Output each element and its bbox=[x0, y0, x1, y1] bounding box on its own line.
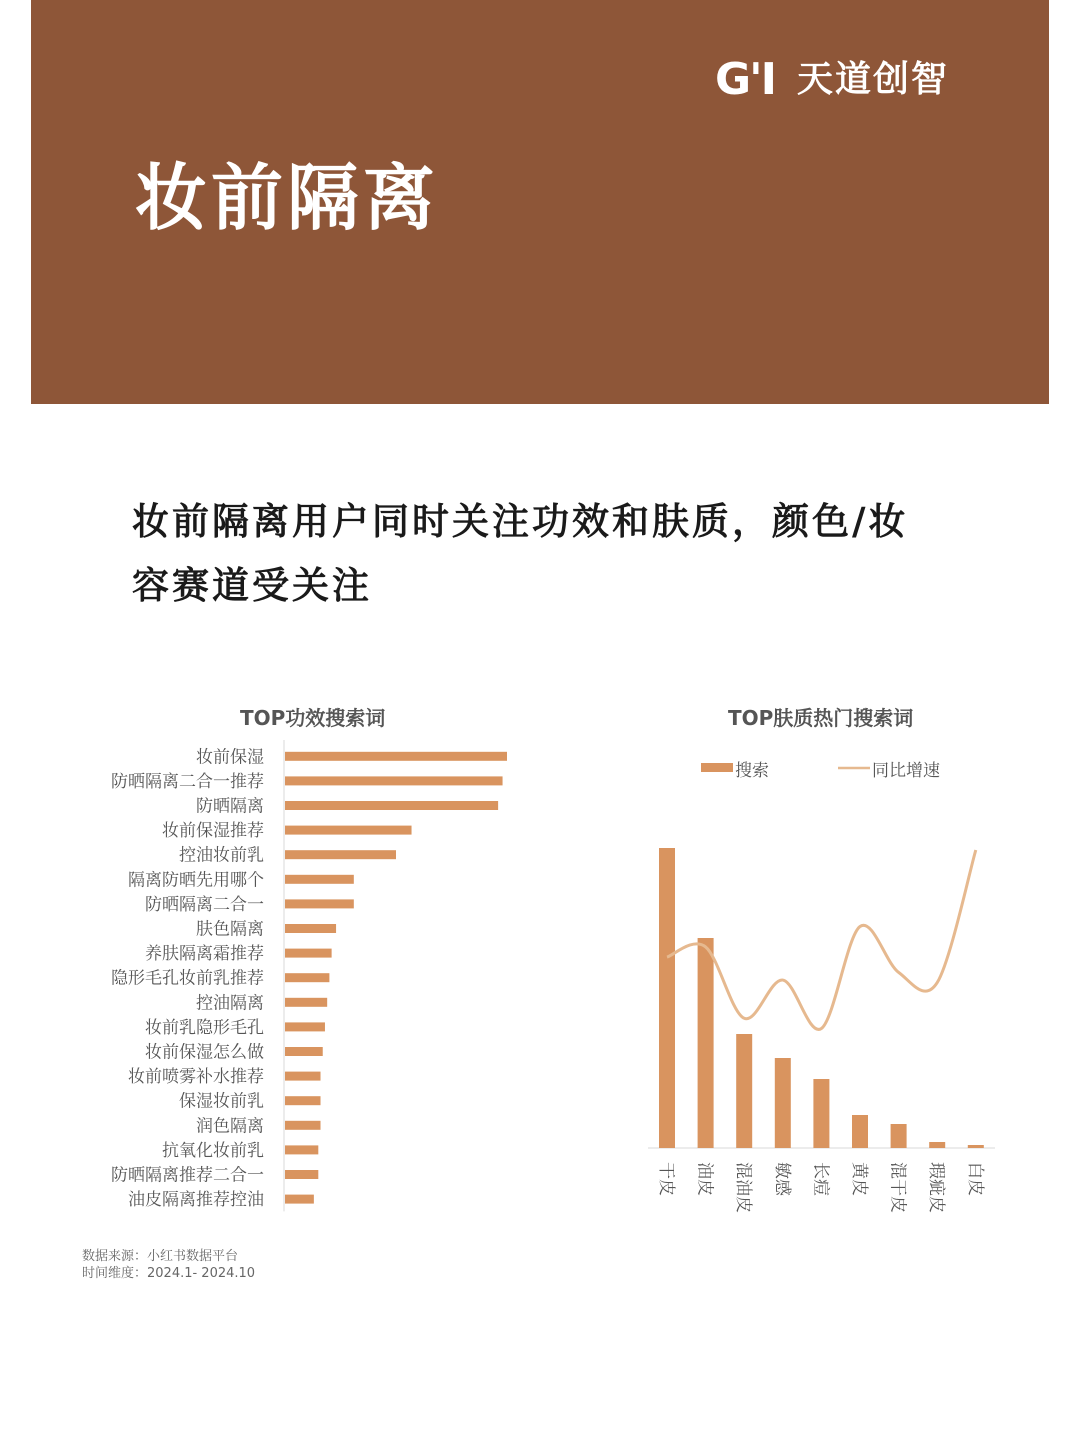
chart2-bar bbox=[929, 1142, 945, 1148]
chart2-category-label: 混油皮 bbox=[733, 1162, 754, 1213]
chart1-category-label: 肤色隔离 bbox=[196, 919, 264, 940]
chart1-category-label: 隔离防晒先用哪个 bbox=[128, 870, 264, 891]
chart2-bar bbox=[813, 1079, 829, 1148]
section-heading: 妆前隔离用户同时关注功效和肤质，颜色/妆容赛道受关注 bbox=[132, 500, 909, 607]
chart1-category-label: 防晒隔离推荐二合一 bbox=[111, 1165, 264, 1186]
chart1-category-label: 保湿妆前乳 bbox=[179, 1091, 264, 1112]
chart2-bar bbox=[891, 1124, 907, 1148]
chart1-category-label: 隐形毛孔妆前乳推荐 bbox=[111, 968, 264, 989]
chart2-bar bbox=[775, 1058, 791, 1148]
logo-mark: G'I bbox=[715, 54, 775, 105]
logo-text: 天道创智 bbox=[796, 59, 949, 100]
data-source-note bbox=[82, 1248, 255, 1282]
chart1-category-label: 防晒隔离二合一推荐 bbox=[111, 771, 264, 792]
chart1-category-label: 妆前乳隐形毛孔 bbox=[145, 1017, 264, 1038]
legend-line-label: 同比增速 bbox=[872, 761, 940, 781]
chart1-category-label: 防晒隔离 bbox=[196, 796, 264, 817]
legend-bar-swatch bbox=[701, 763, 733, 772]
chart2-category-label: 混干皮 bbox=[887, 1162, 908, 1213]
chart2-category-label: 瑕疵皮 bbox=[926, 1162, 947, 1213]
chart2-category-label: 白皮 bbox=[964, 1162, 985, 1196]
chart2-bar bbox=[698, 938, 714, 1148]
chart1-title: TOP功效搜索词 bbox=[240, 706, 386, 730]
legend-bar-label: 搜索 bbox=[735, 761, 769, 781]
chart1-category-label: 妆前保湿 bbox=[196, 747, 264, 768]
chart2-bar bbox=[659, 848, 675, 1148]
chart1-category-label: 控油隔离 bbox=[196, 993, 264, 1014]
chart2-bar bbox=[968, 1145, 984, 1148]
chart1-category-label: 妆前保湿推荐 bbox=[162, 821, 264, 842]
chart1-category-label: 抗氧化妆前乳 bbox=[162, 1140, 264, 1161]
chart2-category-label: 长痘 bbox=[810, 1162, 831, 1196]
chart2-category-label: 油皮 bbox=[694, 1162, 715, 1196]
source-line-2: 时间维度：2024.1- 2024.10 bbox=[82, 1266, 256, 1281]
chart2-category-label: 黄皮 bbox=[849, 1162, 869, 1196]
chart2-category-label: 敏感 bbox=[771, 1162, 792, 1196]
chart1-category-label: 润色隔离 bbox=[196, 1116, 264, 1137]
banner-title: 妆前隔离 bbox=[135, 156, 440, 240]
chart1-category-label: 油皮隔离推荐控油 bbox=[128, 1190, 264, 1211]
chart2-title: TOP肤质热门搜索词 bbox=[728, 706, 914, 730]
chart1-category-label: 防晒隔离二合一 bbox=[145, 894, 264, 915]
chart1-category-label: 妆前保湿怎么做 bbox=[145, 1042, 264, 1063]
source-line-1: 数据来源：小红书数据平台 bbox=[82, 1249, 239, 1264]
chart2-bar bbox=[736, 1034, 752, 1148]
chart1-category-label: 妆前喷雾补水推荐 bbox=[128, 1067, 264, 1088]
chart1-category-label: 养肤隔离霜推荐 bbox=[145, 944, 264, 965]
chart2-category-label: 干皮 bbox=[656, 1162, 676, 1196]
chart2-bar bbox=[852, 1115, 868, 1148]
chart1-category-label: 控油妆前乳 bbox=[179, 845, 264, 866]
